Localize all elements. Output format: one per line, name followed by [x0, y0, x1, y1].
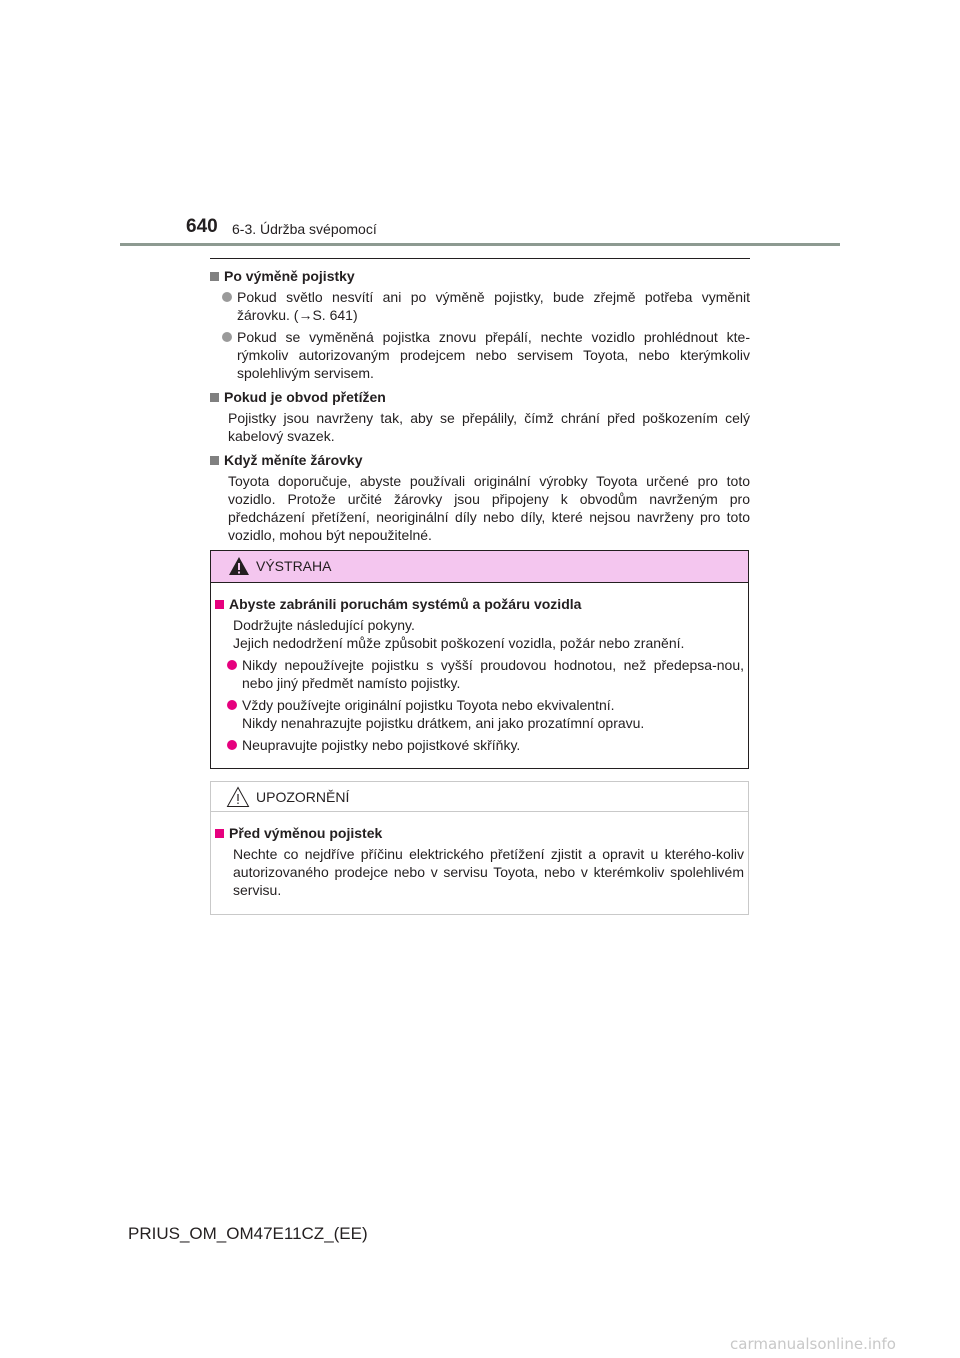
- notice-title: Před výměnou pojistek: [229, 825, 383, 841]
- list-item: [227, 696, 744, 732]
- warning-heading: [215, 595, 744, 614]
- list-item: [227, 656, 744, 692]
- watermark: carmanualsonline.info: [730, 1335, 896, 1353]
- list-item-text: [242, 696, 744, 732]
- page-number: 640: [186, 216, 218, 237]
- section-paragraph: Toyota doporučuje, abyste používali originální výrobky Toyota určené pro toto vozidlo. Protože určité žárovky jsou připojeny k obvodům navrženým pro předcházení přetížení, neoriginální díly nebo díly, které nejsou navrženy pro toto vozidlo, mohou být nepoužitelné.: [228, 473, 750, 543]
- square-bullet-icon: [210, 456, 219, 465]
- section-after-fuse-replacement: [210, 267, 750, 382]
- warning-header: [211, 551, 748, 583]
- notice-box: [210, 781, 749, 915]
- warning-body: [211, 583, 748, 754]
- warning-intro-line: Dodržujte následující pokyny.: [233, 617, 415, 633]
- section-paragraph: Pojistky jsou navrženy tak, aby se přepálily, čímž chrání před poškozením celý kabelový svazek.: [228, 410, 750, 444]
- list-item-line: Vždy používejte originální pojistku Toyota nebo ekvivalentní.: [242, 697, 615, 713]
- section-title: Pokud je obvod přetížen: [224, 389, 386, 405]
- list-item-text: Pokud se vyměněná pojistka znovu přepálí, nechte vozidlo prohlédnout kte-rýmkoliv autorizovaným prodejcem nebo servisem Toyota, nebo kterýmkoliv spolehlivým servisem.: [237, 329, 750, 381]
- circle-bullet-icon: [227, 740, 237, 750]
- section-title: Po výměně pojistky: [224, 268, 355, 284]
- content-divider: [210, 258, 750, 259]
- warning-triangle-icon: [228, 556, 250, 576]
- list-item-text: Neupravujte pojistky nebo pojistkové skříňky.: [242, 737, 521, 753]
- notice-body: [211, 812, 748, 899]
- list-item: [222, 328, 750, 382]
- notice-header: [211, 782, 748, 812]
- main-content: [210, 258, 750, 550]
- list-item: [227, 736, 744, 754]
- header-divider: [120, 243, 840, 246]
- square-bullet-icon: [210, 393, 219, 402]
- warning-box: [210, 550, 749, 769]
- section-heading: [210, 451, 750, 470]
- list-item-text: Nikdy nepoužívejte pojistku s vyšší proudovou hodnotou, než předepsa-nou, nebo jiný předmět namísto pojistky.: [242, 657, 744, 691]
- section-circuit-overload: [210, 388, 750, 445]
- circle-bullet-icon: [227, 660, 237, 670]
- list-item-text: Pokud světlo nesvítí ani po výměně pojistky, bude zřejmě potřeba vyměnit žárovku. (→S. 641): [237, 289, 750, 323]
- document-footer: PRIUS_OM_OM47E11CZ_(EE): [128, 1224, 368, 1243]
- circle-bullet-icon: [222, 332, 232, 342]
- square-bullet-icon: [210, 272, 219, 281]
- section-heading: [210, 388, 750, 407]
- warning-title: Abyste zabránili poruchám systémů a požáru vozidla: [229, 596, 582, 612]
- section-replacing-bulbs: [210, 451, 750, 544]
- circle-bullet-icon: [222, 292, 232, 302]
- section-heading: [210, 267, 750, 286]
- square-bullet-icon: [215, 600, 224, 609]
- square-bullet-icon: [215, 829, 224, 838]
- warning-label: VÝSTRAHA: [256, 558, 332, 574]
- notice-paragraph: Nechte co nejdříve příčinu elektrického přetížení zjistit a opravit u kterého-koliv autorizovaného prodejce nebo v servisu Toyota, nebo v kterémkoliv spolehlivém servisu.: [233, 846, 744, 898]
- notice-label: UPOZORNĚNÍ: [256, 789, 350, 805]
- caution-triangle-icon: [226, 786, 250, 808]
- list-item-line: Nikdy nenahrazujte pojistku drátkem, ani jako prozatímní opravu.: [242, 715, 645, 731]
- section-title: Když měníte žárovky: [224, 452, 363, 468]
- notice-heading: [215, 824, 744, 843]
- page-header: [0, 0, 960, 250]
- chapter-title: 6-3. Údržba svépomocí: [232, 221, 377, 237]
- circle-bullet-icon: [227, 700, 237, 710]
- list-item: [222, 288, 750, 324]
- warning-intro-line: Jejich nedodržení může způsobit poškození vozidla, požár nebo zranění.: [233, 635, 685, 651]
